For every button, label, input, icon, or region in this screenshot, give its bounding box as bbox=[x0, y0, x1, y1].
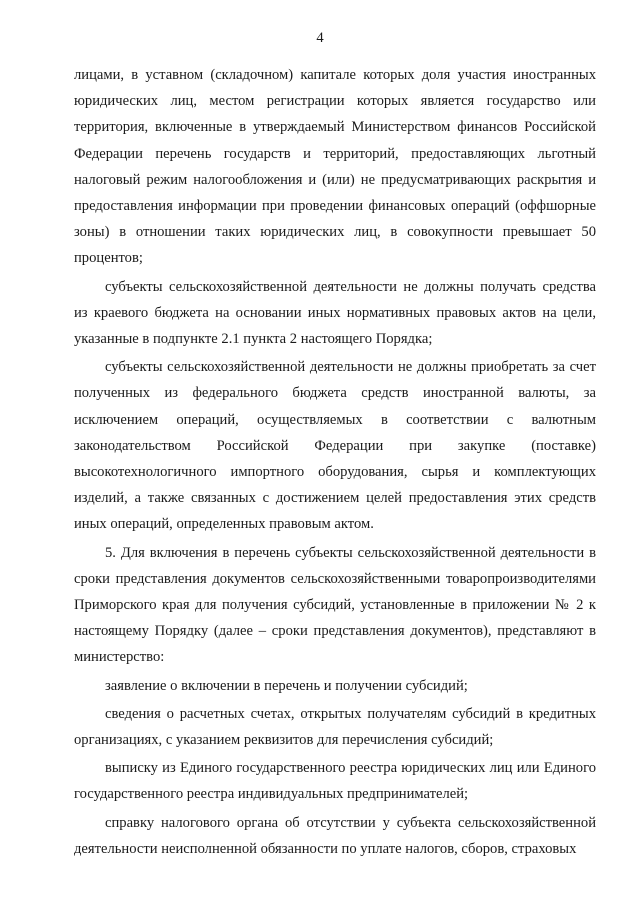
document-body bbox=[74, 62, 596, 862]
paragraph-bank-accounts: сведения о расчетных счетах, открытых получателям субсидий в кредитных организациях, с указанием реквизитов для перечисления субсидий; bbox=[74, 705, 596, 749]
paragraph-application: заявление о включении в перечень и получении субсидий; bbox=[105, 677, 468, 694]
paragraph-tax-certificate: справку налогового органа об отсутствии у субъекта сельскохозяйственной деятельности неисполненной обязанности по уплате налогов, сборов, страховых bbox=[74, 814, 596, 857]
paragraph-no-other-budget-funds: субъекты сельскохозяйственной деятельности не должны получать средства из краевого бюджета на основании иных нормативных правовых актов на цели, указанные в подпункте 2.1 пункта 2 настоящего Порядка; bbox=[74, 278, 596, 348]
paragraph-item-5: 5. Для включения в перечень субъекты сельскохозяйственной деятельности в сроки представления документов сельскохозяйственными товаропроизводителями Приморского края для получения субсидий, установленные в приложении № 2 к настоящему Порядку (далее – сроки представления документов), представляют в министерство: bbox=[74, 544, 596, 666]
paragraph-registry-extract: выписку из Единого государственного реестра юридических лиц или Единого государственного реестра индивидуальных предпринимателей; bbox=[74, 760, 596, 803]
page-number: 4 bbox=[316, 30, 324, 46]
paragraph-no-foreign-currency: субъекты сельскохозяйственной деятельности не должны приобретать за счет полученных из федерального бюджета средств иностранной валюты, за исключением операций, осуществляемых в соответствии с валютным законодательством Российской Федерации при закупке (поставке) высокотехнологичного импортного оборудования, сырья и комплектующих изделий, а также связанных с достижением целей предоставления этих средств иных операций, определенных правовым актом. bbox=[74, 359, 596, 533]
paragraph-continuation: лицами, в уставном (складочном) капитале которых доля участия иностранных юридических лиц, местом регистрации которых является государство или территория, включенные в утверждаемый Министерством финансов Российской Федерации перечень государств и территорий, предоставляющих льготный налоговый режим налогообложения и (или) не предусматривающих раскрытия и предоставления информации при проведении финансовых операций (оффшорные зоны) в отношении таких юридических лиц, в совокупности превышает 50 процентов; bbox=[74, 67, 596, 267]
